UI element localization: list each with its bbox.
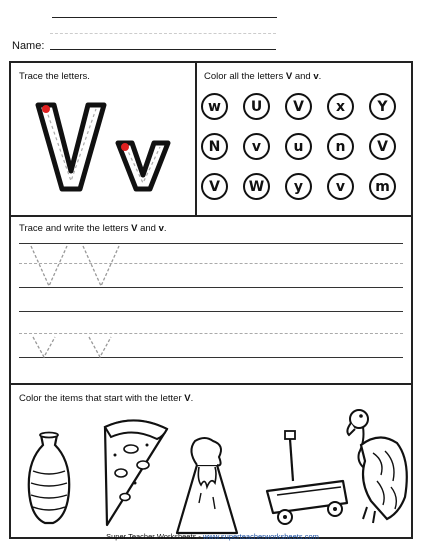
letter-circle[interactable]: x (327, 93, 354, 120)
trace-title: Trace the letters. (19, 71, 90, 82)
letter-circle[interactable]: m (369, 173, 396, 200)
letter-circle[interactable]: v (243, 133, 270, 160)
start-dot-icon (42, 105, 50, 113)
section-divider (195, 63, 197, 215)
letter-circle[interactable]: v (327, 173, 354, 200)
letter-circle[interactable]: y (285, 173, 312, 200)
start-dot-icon (121, 143, 129, 151)
items-title: Color the items that start with the letter V. (19, 393, 194, 404)
letter-circle[interactable]: w (201, 93, 228, 120)
section-divider (11, 383, 411, 385)
letter-circle[interactable]: n (327, 133, 354, 160)
color-letters-title: Color all the letters V and v. (204, 71, 322, 82)
letter-circle[interactable]: W (243, 173, 270, 200)
letter-circle[interactable]: V (201, 173, 228, 200)
letter-circle[interactable]: U (243, 93, 270, 120)
letter-circle[interactable]: V (369, 133, 396, 160)
top-blank-line (52, 17, 277, 18)
trace-guide-upper-v (25, 244, 125, 288)
footer-brand: Super Teacher Worksheets - (106, 532, 203, 541)
trace-letters-art[interactable] (26, 93, 186, 203)
section-divider (11, 215, 411, 217)
worksheet-frame (9, 61, 413, 539)
letter-circle[interactable]: N (201, 133, 228, 160)
name-input-line[interactable] (50, 49, 276, 50)
letter-circle[interactable]: V (285, 93, 312, 120)
write-title: Trace and write the letters V and v. (19, 223, 167, 234)
name-guide-line (50, 33, 276, 34)
trace-guide-lower-v (27, 335, 127, 359)
volcano-icon[interactable] (167, 433, 247, 537)
footer-link[interactable]: www.superteacherworksheets.com (202, 532, 319, 541)
letter-circle[interactable]: u (285, 133, 312, 160)
writing-top-line (19, 311, 403, 312)
footer (0, 532, 425, 541)
wagon-icon[interactable] (263, 425, 353, 533)
writing-mid-line (19, 333, 403, 334)
vase-icon[interactable] (23, 431, 75, 527)
name-label: Name: (12, 40, 45, 52)
vulture-icon[interactable] (341, 401, 415, 527)
pizza-icon[interactable] (85, 409, 171, 529)
letter-circle[interactable]: Y (369, 93, 396, 120)
